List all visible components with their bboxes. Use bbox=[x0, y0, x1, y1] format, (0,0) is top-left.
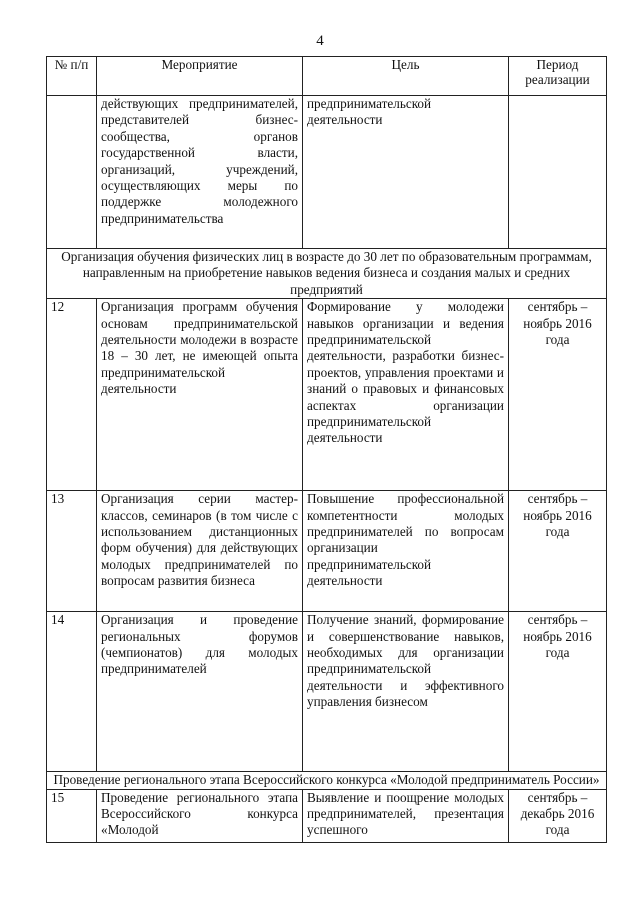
section-row-contest bbox=[47, 772, 607, 789]
cell-num bbox=[47, 96, 97, 249]
cell-event: Организация программ обучения основам предпринимательской деятельности молодежи в возрасте 18 – 30 лет, не имеющей опыта предпринимательской деятельности bbox=[97, 299, 303, 491]
events-table bbox=[46, 56, 607, 843]
table-row bbox=[47, 789, 607, 842]
section-title: Организация обучения физических лиц в возрасте до 30 лет по образовательным программам, направленным на приобретение навыков ведения бизнеса и создания малых и средних предприятий bbox=[47, 249, 607, 299]
cell-num: 12 bbox=[47, 299, 97, 491]
table-header-row bbox=[47, 57, 607, 96]
table-row bbox=[47, 612, 607, 772]
cell-event: Организация серии мастер-классов, семинаров (в том числе с использованием дистанционных форм обучения) для действующих молодых предпринимателей по вопросам развития бизнеса bbox=[97, 491, 303, 612]
table-row bbox=[47, 491, 607, 612]
table-row-continuation bbox=[47, 96, 607, 249]
header-event: Мероприятие bbox=[97, 57, 303, 96]
cell-period: сентябрь – ноябрь 2016 года bbox=[509, 299, 607, 491]
cell-event: Проведение регионального этапа Всероссийского конкурса «Молодой bbox=[97, 789, 303, 842]
cell-num: 13 bbox=[47, 491, 97, 612]
cell-event: Организация и проведение региональных форумов (чемпионатов) для молодых предпринимателей bbox=[97, 612, 303, 772]
cell-period: сентябрь – ноябрь 2016 года bbox=[509, 491, 607, 612]
cell-period: сентябрь – декабрь 2016 года bbox=[509, 789, 607, 842]
cell-goal: предпринимательской деятельности bbox=[303, 96, 509, 249]
section-row-training bbox=[47, 249, 607, 299]
cell-num: 14 bbox=[47, 612, 97, 772]
header-num: № п/п bbox=[47, 57, 97, 96]
cell-num: 15 bbox=[47, 789, 97, 842]
header-goal: Цель bbox=[303, 57, 509, 96]
cell-period bbox=[509, 96, 607, 249]
header-period: Период реализации bbox=[509, 57, 607, 96]
section-title: Проведение регионального этапа Всероссийского конкурса «Молодой предприниматель России» bbox=[47, 772, 607, 789]
cell-goal: Выявление и поощрение молодых предпринимателей, презентация успешного bbox=[303, 789, 509, 842]
cell-event: действующих предпринимателей, представителей бизнес-сообщества, органов государственной власти, организаций, учреждений, осуществляющих меры по поддержке молодежного предпринимательства bbox=[97, 96, 303, 249]
table-row bbox=[47, 299, 607, 491]
cell-goal: Повышение профессиональной компетентности молодых предпринимателей по вопросам организации предпринимательской деятельности bbox=[303, 491, 509, 612]
cell-goal: Формирование у молодежи навыков организации и ведения предпринимательской деятельности, разработки бизнес-проектов, управления проектами и знаний о правовых и финансовых аспектах организации предпринимательской деятельности bbox=[303, 299, 509, 491]
cell-period: сентябрь – ноябрь 2016 года bbox=[509, 612, 607, 772]
cell-goal: Получение знаний, формирование и совершенствование навыков, необходимых для организации предпринимательской деятельности и эффективного управления бизнесом bbox=[303, 612, 509, 772]
page-number: 4 bbox=[316, 33, 324, 49]
